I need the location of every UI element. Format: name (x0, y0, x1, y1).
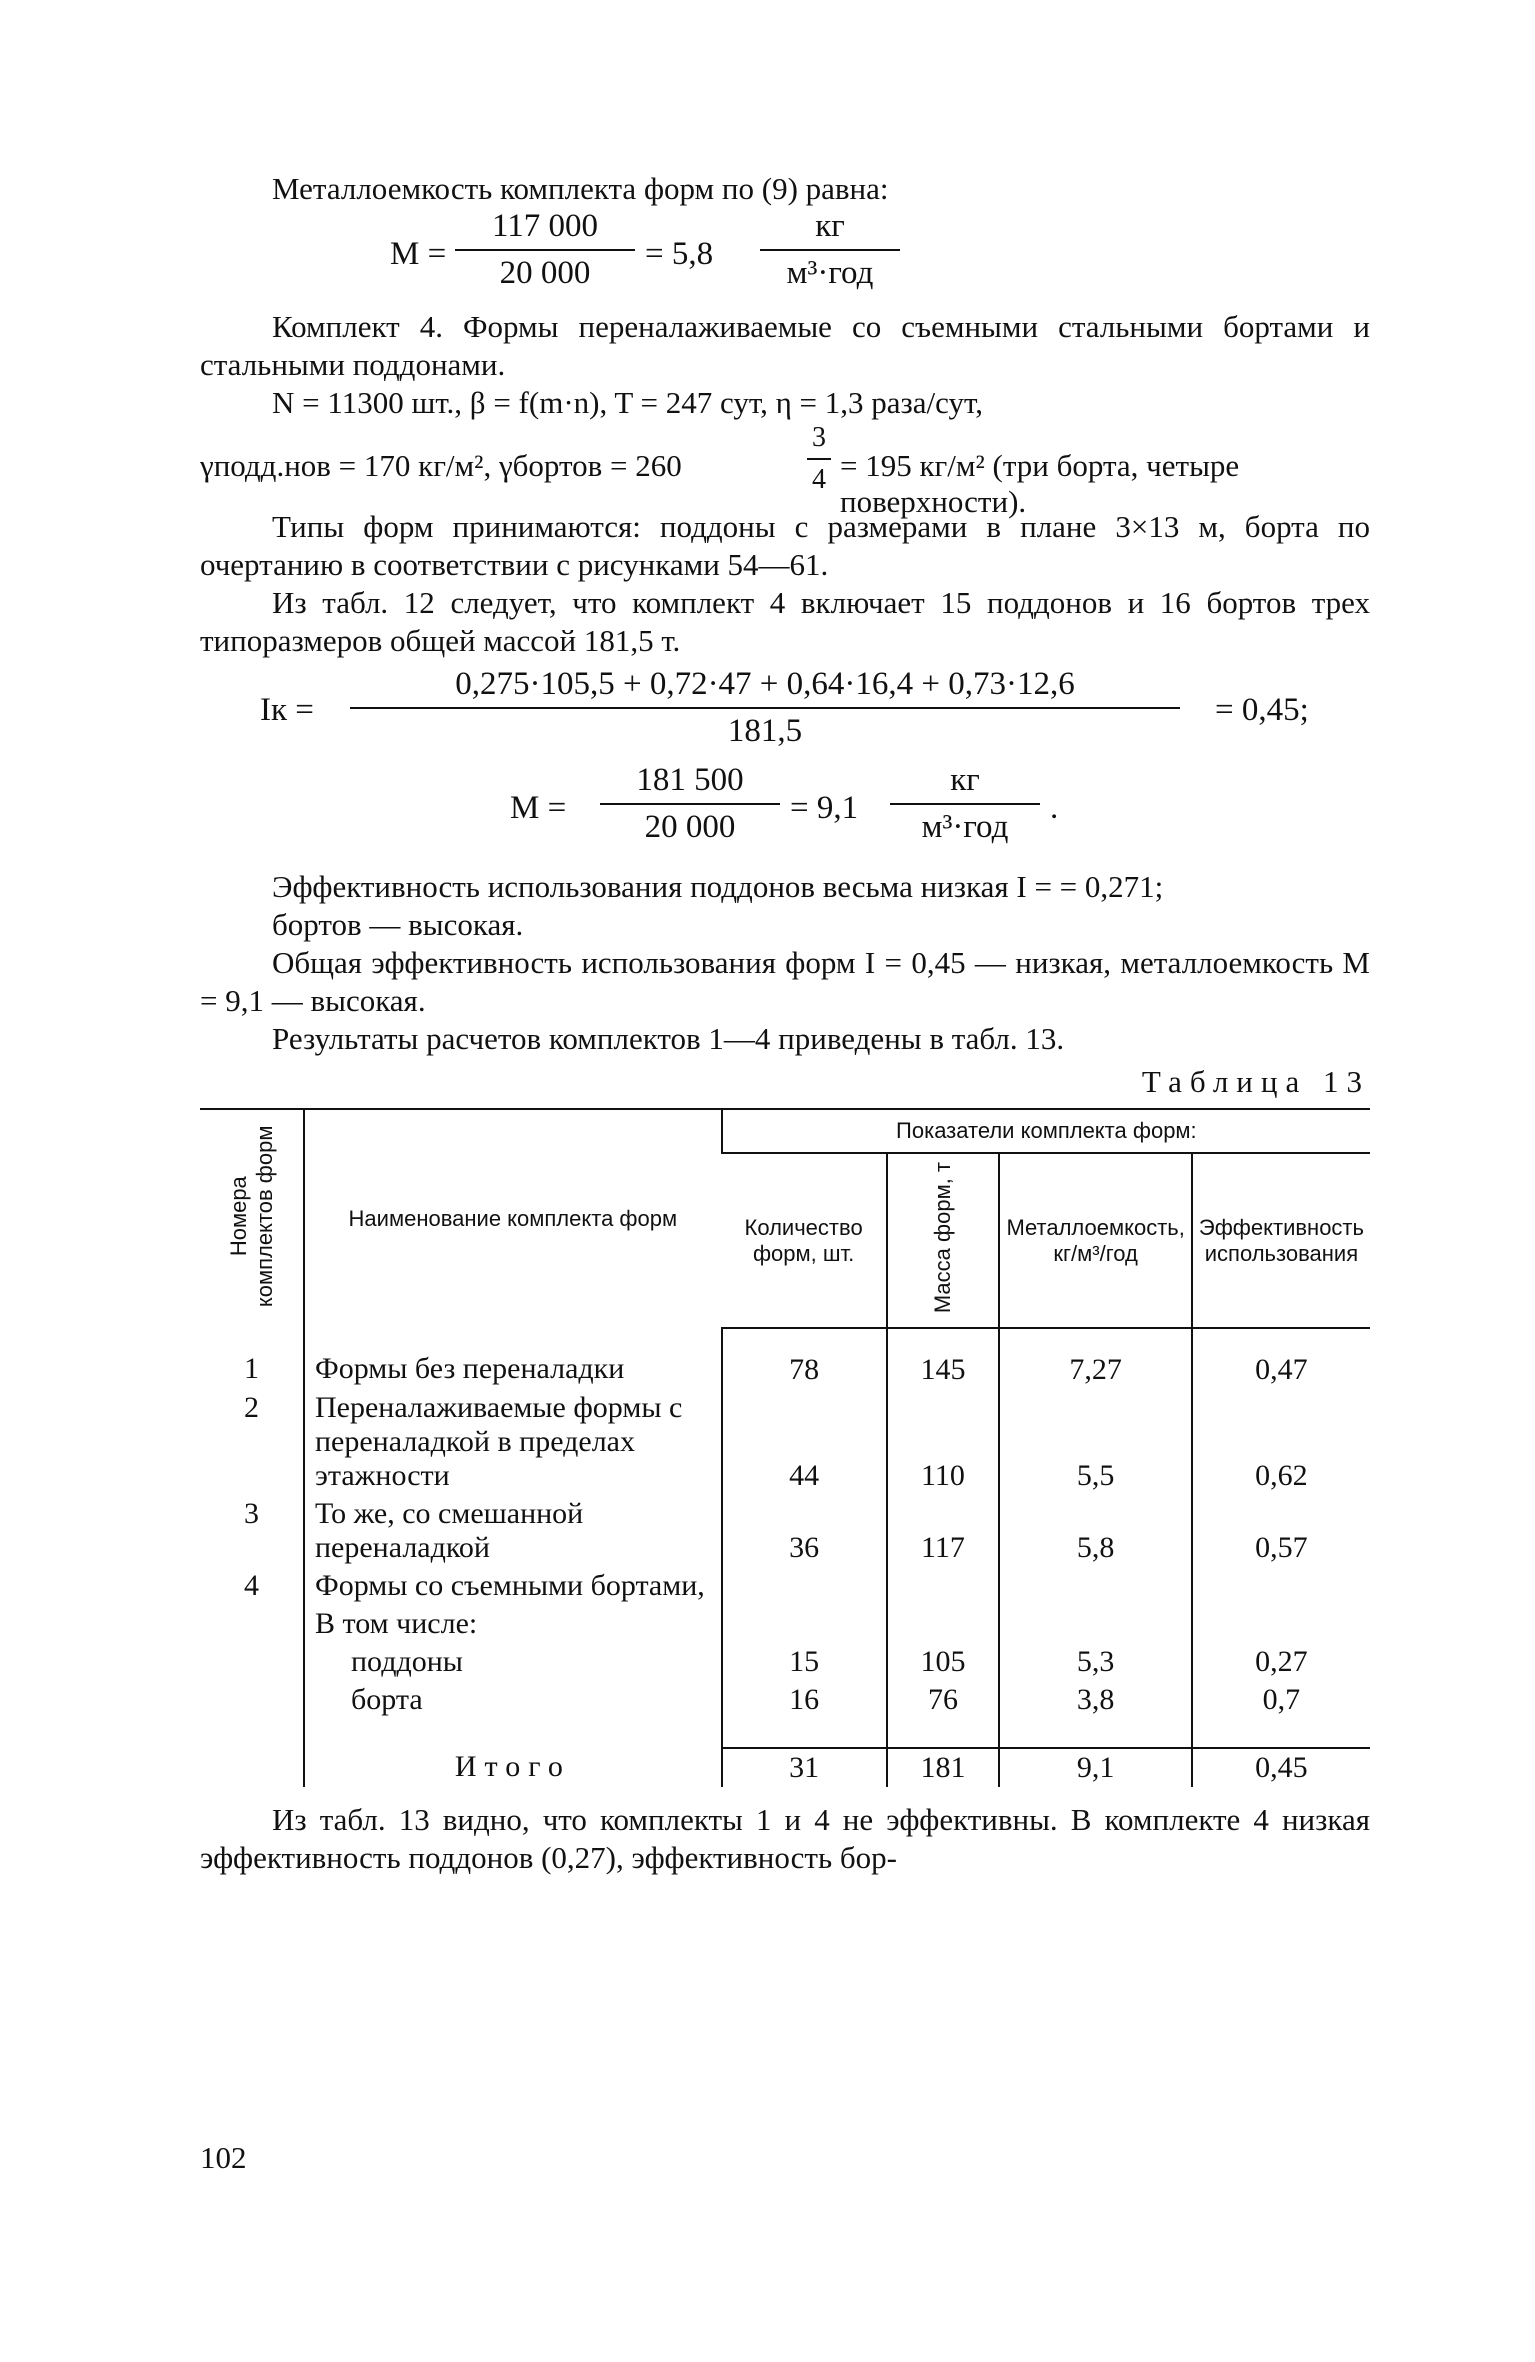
th-metal: Металлоемкость, кг/м³/год (999, 1153, 1191, 1328)
f3-unit (890, 762, 1040, 846)
cell-num: 4 (244, 1569, 259, 1603)
cell-eff (1192, 1567, 1370, 1605)
table-row (200, 1495, 1370, 1567)
f3-fraction (600, 762, 780, 846)
cell-metal (999, 1605, 1191, 1643)
cell-total-qty: 31 (722, 1748, 887, 1787)
gamma-rest: = 195 кг/м² (три борта, четыре поверхности). (840, 448, 1240, 519)
f1-unit-den: м³·год (786, 255, 874, 291)
cell-eff: 0,57 (1192, 1495, 1370, 1567)
cell-eff: 0,7 (1192, 1681, 1370, 1748)
gamma-lhs: γподд.нов = 170 кг/м², γбортов = 260 (200, 448, 682, 483)
f3-unit-den: м³·год (921, 809, 1009, 845)
f1-num: 117 000 (455, 208, 635, 251)
intro-line: Металлоемкость комплекта форм по (9) равна: (272, 171, 889, 206)
cell-mass (887, 1605, 1000, 1643)
f2-num: 0,275·105,5 + 0,72·47 + 0,64·16,4 + 0,73·12,6 (350, 666, 1180, 709)
f3-lhs: M = (510, 790, 567, 826)
table-caption: Таблица 13 (1141, 1064, 1370, 1099)
th-group: Показатели комплекта форм: (722, 1109, 1370, 1153)
th-eff: Эффективность использования (1192, 1153, 1370, 1328)
page-number: 102 (200, 2140, 247, 2175)
f1-lhs: M = (390, 236, 447, 272)
f3-tail: . (1050, 790, 1059, 826)
cell-qty: 36 (722, 1495, 887, 1567)
table-row (200, 1328, 1370, 1389)
f1-unit (760, 208, 900, 292)
cell-num: 1 (244, 1352, 259, 1386)
table-row (200, 1605, 1370, 1643)
cell-eff: 0,47 (1192, 1328, 1370, 1389)
gamma-frac (807, 422, 831, 496)
table-row (200, 1681, 1370, 1748)
th-name: Наименование комплекта форм (304, 1109, 722, 1328)
cell-num: 3 (244, 1497, 259, 1531)
cell-metal (999, 1567, 1191, 1605)
cell-total-metal: 9,1 (999, 1748, 1191, 1787)
th-num-text: Номера комплектов форм (225, 1125, 277, 1307)
th-qty: Количество форм, шт. (722, 1153, 887, 1328)
cell-metal: 3,8 (999, 1681, 1191, 1748)
para-conclusion: Из табл. 13 видно, что комплекты 1 и 4 не эффективны. В комплекте 4 низкая эффективность поддонов (0,27), эффективность бор- (200, 1802, 1370, 1876)
th-mass-text: Масса форм, т (929, 1162, 955, 1314)
cell-total-mass: 181 (887, 1748, 1000, 1787)
cell-eff: 0,27 (1192, 1643, 1370, 1681)
cell-metal: 5,8 (999, 1495, 1191, 1567)
f3-eq: = 9,1 (790, 790, 859, 826)
cell-num (200, 1643, 304, 1681)
para-eff1: Эффективность использования поддонов весьма низкая I = = 0,271; (272, 869, 1164, 904)
f1-fraction (455, 208, 635, 292)
cell-total-label: Итого (304, 1748, 722, 1787)
table-total-row (200, 1748, 1370, 1787)
cell-eff (1192, 1605, 1370, 1643)
cell-mass: 117 (887, 1495, 1000, 1567)
cell-mass: 105 (887, 1643, 1000, 1681)
cell-mass (887, 1567, 1000, 1605)
cell-num: 2 (244, 1391, 259, 1425)
para-table12: Из табл. 12 следует, что комплект 4 включает 15 поддонов и 16 бортов трех типоразмеров общей массой 181,5 т. (200, 585, 1370, 658)
cell-qty: 15 (722, 1643, 887, 1681)
cell-qty (722, 1567, 887, 1605)
para-eff2: бортов — высокая. (272, 907, 524, 942)
f1-eq: = 5,8 (645, 236, 714, 272)
f2-fraction (350, 666, 1180, 750)
f3-unit-num: кг (890, 762, 1040, 805)
para-types: Типы форм принимаются: поддоны с размерами в плане 3×13 м, борта по очертанию в соответствии с рисунками 54—61. (200, 509, 1370, 582)
para-k4: Комплект 4. Формы переналаживаемые со съемными стальными бортами и стальными поддонами. (200, 309, 1370, 382)
formula-ik (200, 666, 1370, 762)
f2-lhs: Iк = (260, 692, 314, 728)
cell-name: Формы без переналадки (304, 1328, 722, 1389)
formula-metal-k4 (200, 762, 1370, 862)
cell-total-empty (200, 1748, 304, 1787)
cell-name: Формы со съемными бортами, (304, 1567, 722, 1605)
cell-name: В том числе: (304, 1605, 722, 1643)
f1-den: 20 000 (499, 255, 591, 291)
cell-name: поддоны (304, 1643, 722, 1681)
cell-name: борта (304, 1681, 722, 1748)
cell-name: Переналаживаемые формы с переналадкой в пределах этажности (304, 1389, 722, 1495)
cell-mass: 110 (887, 1389, 1000, 1495)
cell-name: То же, со смешанной переналадкой (304, 1495, 722, 1567)
params-line: N = 11300 шт., β = f(m·n), T = 247 сут, η = 1,3 раза/сут, (272, 385, 983, 420)
f2-den: 181,5 (727, 713, 803, 749)
formula-metal-k3 (200, 208, 1370, 308)
table-row (200, 1643, 1370, 1681)
page-body (200, 170, 1370, 1877)
f3-num: 181 500 (600, 762, 780, 805)
cell-mass: 76 (887, 1681, 1000, 1748)
cell-num (200, 1605, 304, 1643)
th-mass (887, 1153, 1000, 1328)
f1-unit-num: кг (760, 208, 900, 251)
cell-qty: 78 (722, 1328, 887, 1389)
para-results: Результаты расчетов комплектов 1—4 приведены в табл. 13. (272, 1021, 1065, 1056)
cell-metal: 7,27 (999, 1328, 1191, 1389)
table-row (200, 1567, 1370, 1605)
cell-metal: 5,3 (999, 1643, 1191, 1681)
f3-den: 20 000 (644, 809, 736, 845)
cell-num (200, 1681, 304, 1748)
table-row (200, 1389, 1370, 1495)
cell-qty: 16 (722, 1681, 887, 1748)
table-body (200, 1328, 1370, 1787)
f2-rhs: = 0,45; (1215, 692, 1309, 728)
cell-qty (722, 1605, 887, 1643)
th-num (200, 1109, 304, 1328)
para-eff3: Общая эффективность использования форм I = 0,45 — низкая, металлоемкость M = 9,1 — высокая. (200, 945, 1370, 1018)
gamma-frac-den: 4 (812, 464, 826, 495)
gamma-frac-num: 3 (807, 422, 831, 460)
gamma-line (200, 422, 1370, 519)
cell-metal: 5,5 (999, 1389, 1191, 1495)
table-13 (200, 1108, 1370, 1787)
cell-total-eff: 0,45 (1192, 1748, 1370, 1787)
cell-qty: 44 (722, 1389, 887, 1495)
cell-mass: 145 (887, 1328, 1000, 1389)
cell-eff: 0,62 (1192, 1389, 1370, 1495)
